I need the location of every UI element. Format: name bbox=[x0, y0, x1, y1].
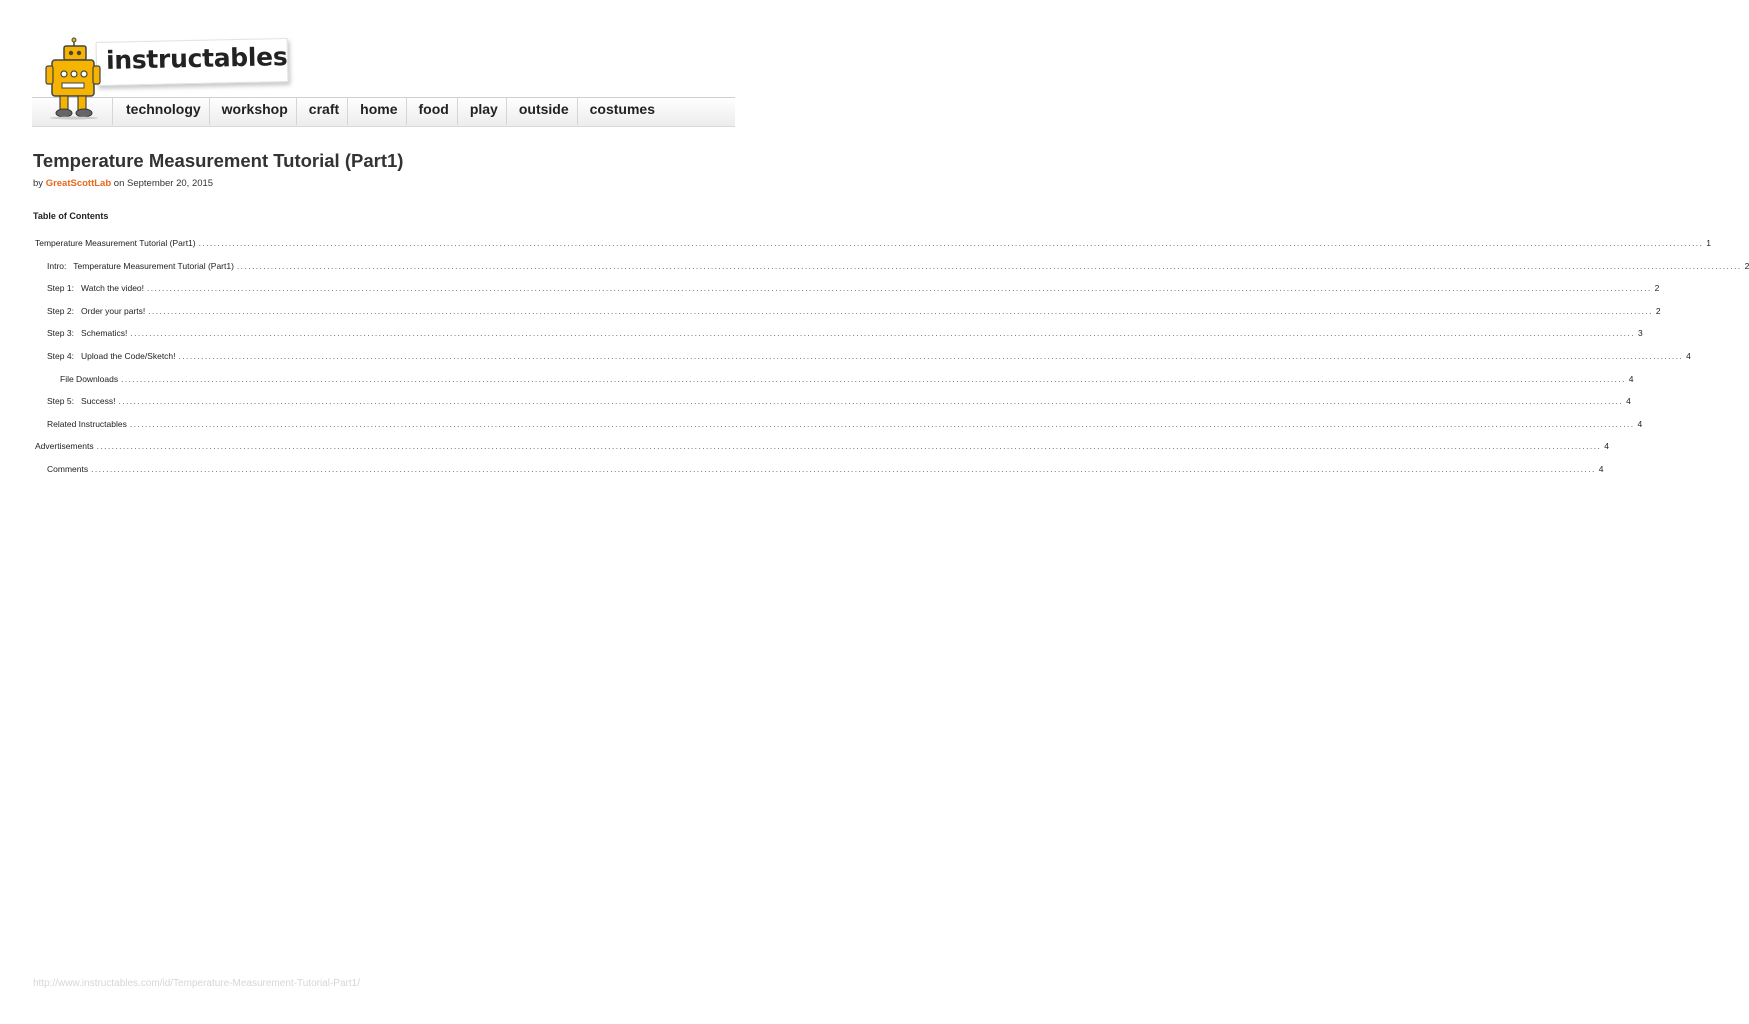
toc-entry-page: 4 bbox=[1686, 351, 1691, 361]
toc-entry-page: 4 bbox=[1598, 464, 1604, 474]
toc-entry-page: 4 bbox=[1628, 373, 1634, 384]
toc-leader-dots: ................................................................................................................................................................................................................................................................................................................................................................................................................ bbox=[130, 328, 1635, 339]
robot-mascot-icon bbox=[44, 38, 114, 120]
toc-entry-label: Step 1: Watch the video! bbox=[47, 283, 145, 294]
toc-entry-label: Related Instructables bbox=[47, 418, 127, 429]
toc-leader-dots: ................................................................................................................................................................................................................................................................................................................................................................................................................ bbox=[118, 396, 1624, 407]
nav-craft[interactable]: craft bbox=[296, 97, 347, 125]
toc-entry[interactable] bbox=[47, 281, 1660, 294]
author-link[interactable]: GreatScottLab bbox=[45, 178, 112, 189]
toc-entry-label: Temperature Measurement Tutorial (Part1) bbox=[35, 238, 196, 248]
toc-leader-dots: ................................................................................................................................................................................................................................................................................................................................................................................................................ bbox=[148, 305, 1653, 316]
toc-entry-page: 1 bbox=[1706, 238, 1711, 248]
toc-entry-page: 2 bbox=[1655, 305, 1661, 316]
byline bbox=[33, 178, 213, 189]
toc-entry-label: Step 3: Schematics! bbox=[47, 328, 128, 339]
nav-outside[interactable]: outside bbox=[506, 97, 577, 125]
toc-entry-page: 2 bbox=[1744, 260, 1749, 271]
category-nav bbox=[112, 97, 663, 125]
toc-leader-dots: ................................................................................................................................................................................................................................................................................................................................................................................................................ bbox=[129, 418, 1635, 429]
toc-leader-dots: ................................................................................................................................................................................................................................................................................................................................................................................................................ bbox=[121, 373, 1626, 384]
toc-leader-dots: ................................................................................................................................................................................................................................................................................................................................................................................................................ bbox=[96, 441, 1602, 452]
toc-entry[interactable] bbox=[47, 462, 1604, 474]
toc-entry[interactable] bbox=[35, 236, 1711, 248]
toc-entry[interactable] bbox=[47, 259, 1749, 271]
footer-url-link[interactable]: http://www.instructables.com/id/Temperature-Measurement-Tutorial-Part1/ bbox=[33, 978, 360, 989]
toc-entry-page: 4 bbox=[1604, 441, 1609, 452]
toc-heading: Table of Contents bbox=[33, 211, 109, 221]
toc-entry-label: File Downloads bbox=[60, 373, 119, 384]
toc-leader-dots: ................................................................................................................................................................................................................................................................................................................................................................................................................ bbox=[147, 283, 1652, 294]
toc-entry-page: 2 bbox=[1654, 283, 1660, 294]
toc-entry-label: Intro: Temperature Measurement Tutorial (Part1) bbox=[47, 260, 234, 271]
site-logo-text[interactable]: instructables bbox=[105, 42, 288, 75]
toc-entry[interactable] bbox=[47, 394, 1631, 407]
toc-leader-dots: ................................................................................................................................................................................................................................................................................................................................................................................................................ bbox=[236, 260, 1742, 271]
site-header bbox=[0, 0, 768, 130]
publish-date: on September 20, 2015 bbox=[113, 178, 214, 189]
toc-entry-label: Comments bbox=[47, 464, 89, 474]
nav-technology[interactable]: technology bbox=[112, 97, 209, 125]
toc-entry-page: 3 bbox=[1637, 328, 1643, 339]
byline-by: by bbox=[33, 178, 44, 189]
toc-entry[interactable] bbox=[47, 326, 1643, 339]
nav-costumes[interactable]: costumes bbox=[577, 97, 663, 125]
toc-entry[interactable] bbox=[60, 372, 1634, 384]
nav-home[interactable]: home bbox=[347, 97, 405, 125]
nav-workshop[interactable]: workshop bbox=[209, 97, 296, 125]
nav-play[interactable]: play bbox=[457, 97, 506, 125]
toc-entry[interactable] bbox=[47, 417, 1643, 429]
toc-entry[interactable] bbox=[35, 439, 1609, 452]
toc-entry[interactable] bbox=[47, 349, 1691, 361]
toc-entry[interactable] bbox=[47, 304, 1661, 316]
toc-leader-dots: ................................................................................................................................................................................................................................................................................................................................................................................................................ bbox=[91, 464, 1596, 474]
toc-leader-dots: ................................................................................................................................................................................................................................................................................................................................................................................................................ bbox=[198, 238, 1704, 248]
toc-leader-dots: ................................................................................................................................................................................................................................................................................................................................................................................................................ bbox=[178, 351, 1684, 361]
toc-entry-label: Step 2: Order your parts! bbox=[47, 305, 146, 316]
toc-entry-page: 4 bbox=[1637, 418, 1643, 429]
page-title: Temperature Measurement Tutorial (Part1) bbox=[33, 150, 404, 171]
toc-entry-page: 4 bbox=[1626, 396, 1631, 407]
toc-entry-label: Advertisements bbox=[35, 441, 94, 452]
toc-entry-label: Step 5: Success! bbox=[47, 396, 116, 407]
nav-food[interactable]: food bbox=[406, 97, 457, 125]
toc-entry-label: Step 4: Upload the Code/Sketch! bbox=[47, 351, 176, 361]
